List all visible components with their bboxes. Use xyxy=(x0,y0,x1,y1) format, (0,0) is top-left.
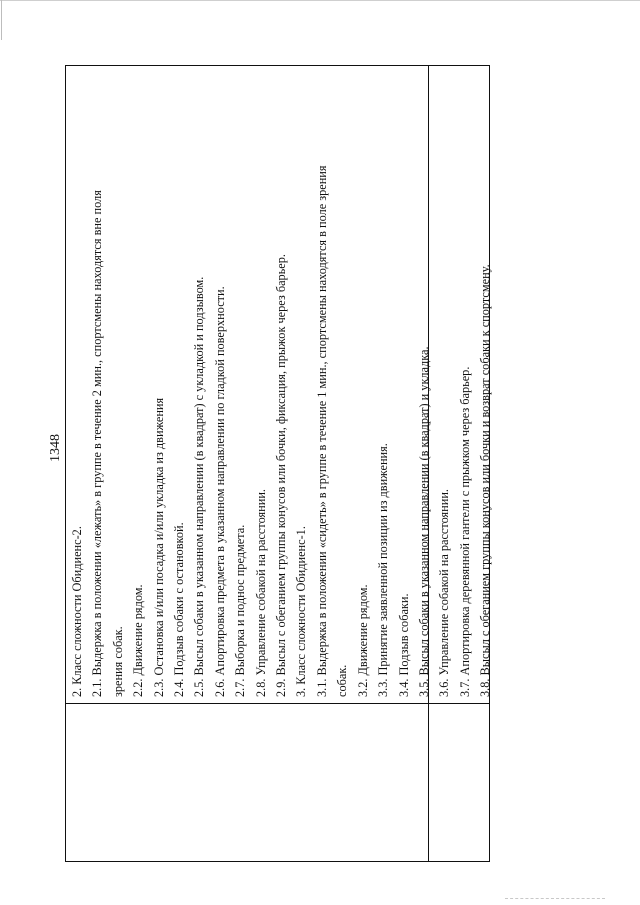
list-item: 2.8. Управление собакой на расстоянии. xyxy=(253,489,268,697)
list-item: собак. xyxy=(335,664,350,697)
list-item: 2.6. Апортировка предмета в указанном направлении по гладкой поверхности. xyxy=(212,286,227,697)
list-item: 2.4. Подзыв собаки с остановкой. xyxy=(172,522,187,697)
list-item: 3.5. Высыл собаки в указанном направлении (в квадрат) и укладка. xyxy=(416,346,431,697)
list-item: 3.1. Выдержка в положении «сидеть» в группе в течение 1 мин., спортсмены находятся в поле зрения xyxy=(314,165,329,697)
list-item: 3.2. Движение рядом. xyxy=(355,584,370,697)
list-item: 3.8. Высыл с обеганием группы конусов или бочки и возврат собаки к спортсмену. xyxy=(478,264,493,697)
scan-edge-top xyxy=(0,0,640,1)
list-item: 3.7. Апортировка деревянной гантели с прыжком через барьер. xyxy=(457,366,472,697)
scan-edge-left xyxy=(1,0,2,40)
scan-edge-bottom xyxy=(505,898,605,900)
exercise-list xyxy=(66,64,493,704)
list-item: 2.3. Остановка и/или посадка и/или укладка из движения xyxy=(151,397,166,697)
list-item: 2.7. Выборка и поднос предмета. xyxy=(233,524,248,697)
list-item: 3. Класс сложности Обидиенс-1. xyxy=(294,526,309,697)
list-item: 3.6. Управление собакой на расстоянии. xyxy=(437,489,452,697)
list-item: 2.9. Высыл с обеганием группы конусов или бочки, фиксация, прыжок через барьер. xyxy=(274,254,289,697)
list-item: 3.3. Принятие заявленной позиции из движения. xyxy=(376,443,391,697)
list-item: 3.4. Подзыв собаки. xyxy=(396,593,411,697)
list-item: 2.1. Выдержка в положении «лежать» в группе в течение 2 мин., спортсмены находятся вне поля xyxy=(90,190,105,697)
page-number: 1348 xyxy=(48,434,63,462)
list-item: 2. Класс сложности Обидиенс-2. xyxy=(70,526,84,697)
exercise-table xyxy=(65,65,493,862)
list-item: зрения собак. xyxy=(110,626,125,697)
list-item: 2.2. Движение рядом. xyxy=(131,584,146,697)
list-item: 2.5. Высыл собаки в указанном направлении (в квадрат) с укладкой и подзывом. xyxy=(192,276,207,697)
